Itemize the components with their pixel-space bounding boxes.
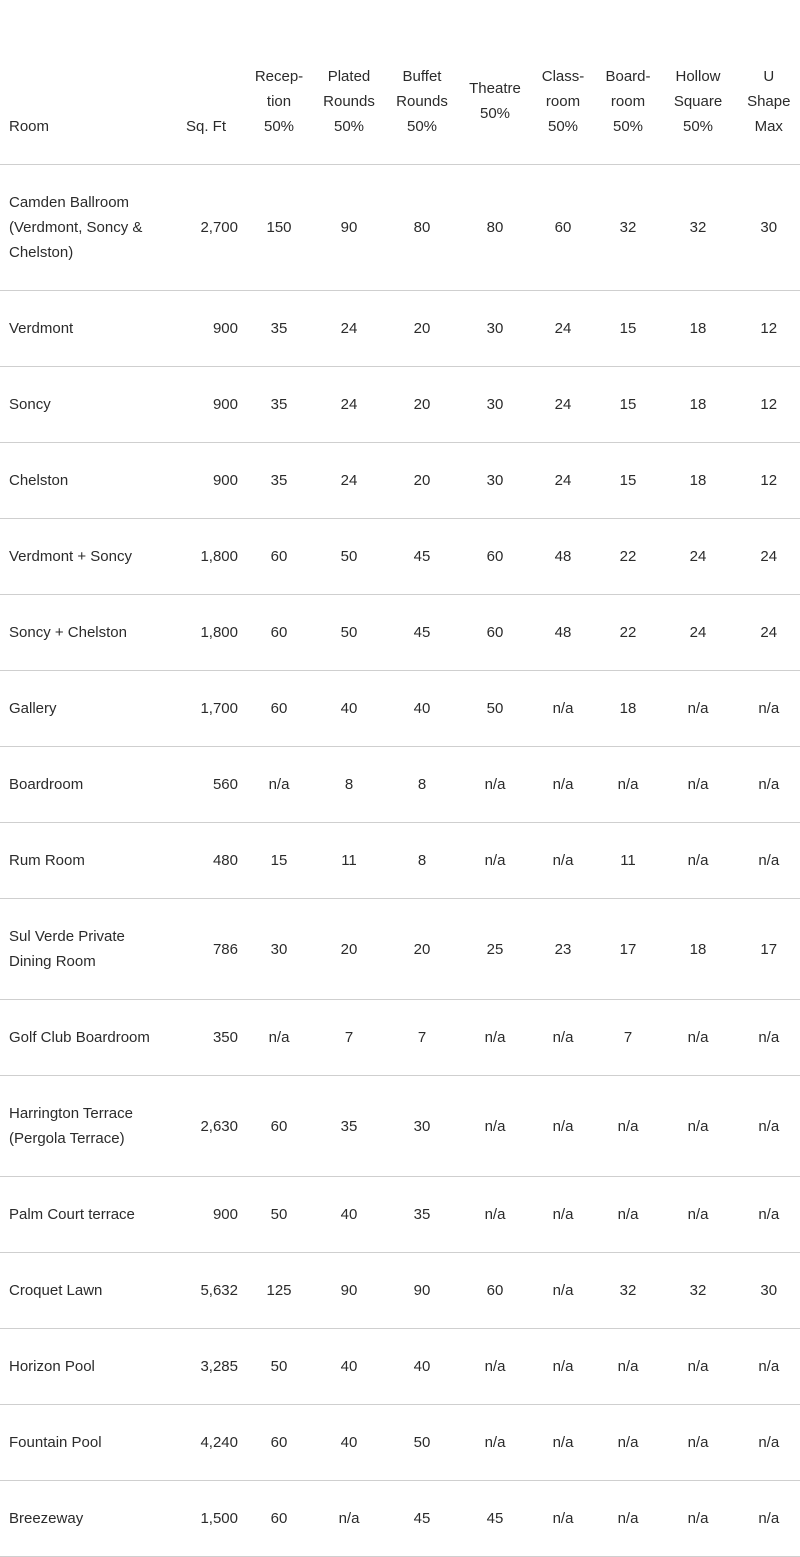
plated-cell: 40 [316, 1177, 382, 1253]
plated-cell: 24 [316, 443, 382, 519]
boardroom-cell: n/a [598, 1329, 658, 1405]
room-name-cell [0, 1329, 170, 1405]
plated-cell: 40 [316, 671, 382, 747]
hollow-cell: n/a [658, 1329, 738, 1405]
buffet-cell: 40 [382, 1329, 462, 1405]
plated-cell: 50 [316, 519, 382, 595]
reception-cell: 60 [242, 519, 316, 595]
header-hollow-square: Hollow Square 50% [658, 0, 738, 165]
room-name-line: Rum Room [9, 852, 85, 869]
reception-cell: 50 [242, 1329, 316, 1405]
classroom-cell: n/a [528, 1329, 598, 1405]
table-row [0, 747, 800, 823]
table-row [0, 1076, 800, 1177]
buffet-cell: 80 [382, 165, 462, 291]
hollow-cell: n/a [658, 1076, 738, 1177]
table-row [0, 1177, 800, 1253]
boardroom-cell: 18 [598, 671, 658, 747]
room-name-line: Breezeway [9, 1510, 84, 1527]
sqft-cell: 2,700 [170, 165, 242, 291]
buffet-cell: 45 [382, 1481, 462, 1557]
theatre-cell: n/a [462, 823, 528, 899]
buffet-cell: 20 [382, 443, 462, 519]
ushape-cell: 12 [738, 291, 800, 367]
room-name-line: Chelston) [9, 244, 74, 261]
room-name-line: Sul Verde Private [9, 928, 125, 945]
ushape-cell: n/a [738, 1177, 800, 1253]
hollow-cell: 18 [658, 443, 738, 519]
ushape-cell: 24 [738, 519, 800, 595]
sqft-cell: 900 [170, 367, 242, 443]
classroom-cell: 60 [528, 165, 598, 291]
theatre-cell: 25 [462, 899, 528, 1000]
boardroom-cell: n/a [598, 1076, 658, 1177]
buffet-cell: 20 [382, 899, 462, 1000]
reception-cell: 35 [242, 291, 316, 367]
classroom-cell: 24 [528, 443, 598, 519]
theatre-cell: n/a [462, 1405, 528, 1481]
sqft-cell: 1,800 [170, 595, 242, 671]
table-row [0, 1000, 800, 1076]
header-classroom: Class- room 50% [528, 0, 598, 165]
header-theatre: Theatre 50% [462, 0, 528, 165]
room-name-line: Chelston [9, 472, 69, 489]
room-name-cell [0, 747, 170, 823]
classroom-cell: n/a [528, 1481, 598, 1557]
sqft-cell: 3,285 [170, 1329, 242, 1405]
sqft-cell: 900 [170, 1177, 242, 1253]
boardroom-cell: n/a [598, 1405, 658, 1481]
theatre-cell: 30 [462, 443, 528, 519]
room-name-cell [0, 165, 170, 291]
room-name-cell [0, 1481, 170, 1557]
sqft-cell: 900 [170, 443, 242, 519]
hollow-cell: n/a [658, 747, 738, 823]
theatre-cell: 80 [462, 165, 528, 291]
reception-cell: 35 [242, 443, 316, 519]
ushape-cell: n/a [738, 747, 800, 823]
sqft-cell: 1,700 [170, 671, 242, 747]
room-name-line: Golf Club Boardroom [9, 1029, 150, 1046]
room-name-line: Dining Room [9, 953, 96, 970]
boardroom-cell: 15 [598, 367, 658, 443]
buffet-cell: 45 [382, 519, 462, 595]
boardroom-cell: n/a [598, 1481, 658, 1557]
ushape-cell: n/a [738, 1076, 800, 1177]
room-name-cell [0, 1177, 170, 1253]
hollow-cell: 18 [658, 291, 738, 367]
boardroom-cell: 11 [598, 823, 658, 899]
ushape-cell: 17 [738, 899, 800, 1000]
room-name-line: Verdmont + Soncy [9, 548, 132, 565]
hollow-cell: 18 [658, 899, 738, 1000]
ushape-cell: n/a [738, 823, 800, 899]
room-name-cell [0, 595, 170, 671]
reception-cell: 35 [242, 367, 316, 443]
boardroom-cell: 22 [598, 595, 658, 671]
table-row [0, 1405, 800, 1481]
room-name-line: Fountain Pool [9, 1434, 102, 1451]
hollow-cell: n/a [658, 1000, 738, 1076]
buffet-cell: 90 [382, 1253, 462, 1329]
reception-cell: n/a [242, 747, 316, 823]
classroom-cell: n/a [528, 1076, 598, 1177]
room-name-line: Soncy + Chelston [9, 624, 127, 641]
plated-cell: 24 [316, 367, 382, 443]
table-row [0, 823, 800, 899]
plated-cell: 40 [316, 1405, 382, 1481]
theatre-cell: n/a [462, 1329, 528, 1405]
reception-cell: 15 [242, 823, 316, 899]
room-name-line: Boardroom [9, 776, 84, 793]
room-name-line: Horizon Pool [9, 1358, 95, 1375]
buffet-cell: 40 [382, 671, 462, 747]
theatre-cell: n/a [462, 747, 528, 823]
table-row [0, 899, 800, 1000]
theatre-cell: 50 [462, 671, 528, 747]
classroom-cell: 23 [528, 899, 598, 1000]
buffet-cell: 8 [382, 823, 462, 899]
boardroom-cell: 15 [598, 443, 658, 519]
room-name-line: Camden Ballroom [9, 194, 130, 211]
ushape-cell: 30 [738, 1253, 800, 1329]
table-row [0, 443, 800, 519]
sqft-cell: 4,240 [170, 1405, 242, 1481]
room-name-cell [0, 1253, 170, 1329]
sqft-cell: 786 [170, 899, 242, 1000]
plated-cell: 90 [316, 165, 382, 291]
table-row [0, 1253, 800, 1329]
ushape-cell: 12 [738, 443, 800, 519]
ushape-cell: 24 [738, 595, 800, 671]
classroom-cell: 24 [528, 291, 598, 367]
ushape-cell: n/a [738, 1405, 800, 1481]
hollow-cell: 24 [658, 519, 738, 595]
hollow-cell: 24 [658, 595, 738, 671]
reception-cell: 60 [242, 1481, 316, 1557]
reception-cell: 125 [242, 1253, 316, 1329]
table-row [0, 291, 800, 367]
theatre-cell: n/a [462, 1177, 528, 1253]
ushape-cell: 30 [738, 165, 800, 291]
ushape-cell: n/a [738, 1329, 800, 1405]
hollow-cell: 32 [658, 1253, 738, 1329]
plated-cell: 7 [316, 1000, 382, 1076]
theatre-cell: 30 [462, 367, 528, 443]
classroom-cell: n/a [528, 1000, 598, 1076]
sqft-cell: 5,632 [170, 1253, 242, 1329]
table-row [0, 671, 800, 747]
reception-cell: 60 [242, 671, 316, 747]
reception-cell: 60 [242, 1076, 316, 1177]
reception-cell: 50 [242, 1177, 316, 1253]
classroom-cell: 24 [528, 367, 598, 443]
header-buffet-rounds: Buffet Rounds 50% [382, 0, 462, 165]
ushape-cell: n/a [738, 1000, 800, 1076]
room-name-cell [0, 291, 170, 367]
boardroom-cell: n/a [598, 1177, 658, 1253]
reception-cell: 60 [242, 1405, 316, 1481]
header-row [0, 0, 800, 165]
plated-cell: 20 [316, 899, 382, 1000]
room-name-cell [0, 519, 170, 595]
room-name-line: Palm Court terrace [9, 1206, 135, 1223]
theatre-cell: 60 [462, 519, 528, 595]
buffet-cell: 30 [382, 1076, 462, 1177]
theatre-cell: 60 [462, 1253, 528, 1329]
plated-cell: 90 [316, 1253, 382, 1329]
ushape-cell: 12 [738, 367, 800, 443]
boardroom-cell: 15 [598, 291, 658, 367]
theatre-cell: 60 [462, 595, 528, 671]
plated-cell: 40 [316, 1329, 382, 1405]
room-name-cell [0, 671, 170, 747]
classroom-cell: n/a [528, 747, 598, 823]
theatre-cell: n/a [462, 1076, 528, 1177]
sqft-cell: 560 [170, 747, 242, 823]
buffet-cell: 35 [382, 1177, 462, 1253]
buffet-cell: 50 [382, 1405, 462, 1481]
boardroom-cell: 22 [598, 519, 658, 595]
hollow-cell: 18 [658, 367, 738, 443]
table-row [0, 1329, 800, 1405]
room-name-cell [0, 1000, 170, 1076]
ushape-cell: n/a [738, 671, 800, 747]
theatre-cell: 45 [462, 1481, 528, 1557]
room-name-line: Harrington Terrace [9, 1105, 133, 1122]
boardroom-cell: 32 [598, 165, 658, 291]
ushape-cell: n/a [738, 1481, 800, 1557]
header-room: Room [0, 0, 170, 165]
theatre-cell: 30 [462, 291, 528, 367]
classroom-cell: n/a [528, 823, 598, 899]
reception-cell: n/a [242, 1000, 316, 1076]
room-name-cell [0, 899, 170, 1000]
room-name-line: (Verdmont, Soncy & [9, 219, 143, 236]
room-name-line: Gallery [9, 700, 57, 717]
table-row [0, 595, 800, 671]
header-sqft: Sq. Ft [170, 0, 242, 165]
plated-cell: 11 [316, 823, 382, 899]
buffet-cell: 8 [382, 747, 462, 823]
theatre-cell: n/a [462, 1000, 528, 1076]
header-boardroom: Board- room 50% [598, 0, 658, 165]
room-name-line: Soncy [9, 396, 51, 413]
classroom-cell: n/a [528, 1177, 598, 1253]
room-name-cell [0, 443, 170, 519]
plated-cell: 50 [316, 595, 382, 671]
plated-cell: n/a [316, 1481, 382, 1557]
sqft-cell: 1,500 [170, 1481, 242, 1557]
room-name-line: Verdmont [9, 320, 74, 337]
sqft-cell: 350 [170, 1000, 242, 1076]
plated-cell: 35 [316, 1076, 382, 1177]
table-row [0, 519, 800, 595]
room-name-cell [0, 367, 170, 443]
hollow-cell: n/a [658, 1405, 738, 1481]
classroom-cell: 48 [528, 519, 598, 595]
table-row [0, 165, 800, 291]
reception-cell: 150 [242, 165, 316, 291]
plated-cell: 8 [316, 747, 382, 823]
hollow-cell: 32 [658, 165, 738, 291]
boardroom-cell: n/a [598, 747, 658, 823]
header-u-shape: U Shape Max [738, 0, 800, 165]
hollow-cell: n/a [658, 1177, 738, 1253]
table-row [0, 1481, 800, 1557]
table-row [0, 367, 800, 443]
reception-cell: 30 [242, 899, 316, 1000]
buffet-cell: 7 [382, 1000, 462, 1076]
room-name-cell [0, 823, 170, 899]
sqft-cell: 2,630 [170, 1076, 242, 1177]
buffet-cell: 45 [382, 595, 462, 671]
buffet-cell: 20 [382, 291, 462, 367]
sqft-cell: 480 [170, 823, 242, 899]
boardroom-cell: 7 [598, 1000, 658, 1076]
hollow-cell: n/a [658, 671, 738, 747]
table-body [0, 165, 800, 1557]
hollow-cell: n/a [658, 1481, 738, 1557]
sqft-cell: 1,800 [170, 519, 242, 595]
room-name-line: Croquet Lawn [9, 1282, 103, 1299]
room-name-cell [0, 1076, 170, 1177]
hollow-cell: n/a [658, 823, 738, 899]
sqft-cell: 900 [170, 291, 242, 367]
classroom-cell: n/a [528, 1253, 598, 1329]
classroom-cell: n/a [528, 1405, 598, 1481]
boardroom-cell: 32 [598, 1253, 658, 1329]
boardroom-cell: 17 [598, 899, 658, 1000]
header-reception: Recep- tion 50% [242, 0, 316, 165]
room-name-cell [0, 1405, 170, 1481]
room-name-line: (Pergola Terrace) [9, 1130, 125, 1147]
header-plated-rounds: Plated Rounds 50% [316, 0, 382, 165]
plated-cell: 24 [316, 291, 382, 367]
buffet-cell: 20 [382, 367, 462, 443]
classroom-cell: 48 [528, 595, 598, 671]
classroom-cell: n/a [528, 671, 598, 747]
reception-cell: 60 [242, 595, 316, 671]
